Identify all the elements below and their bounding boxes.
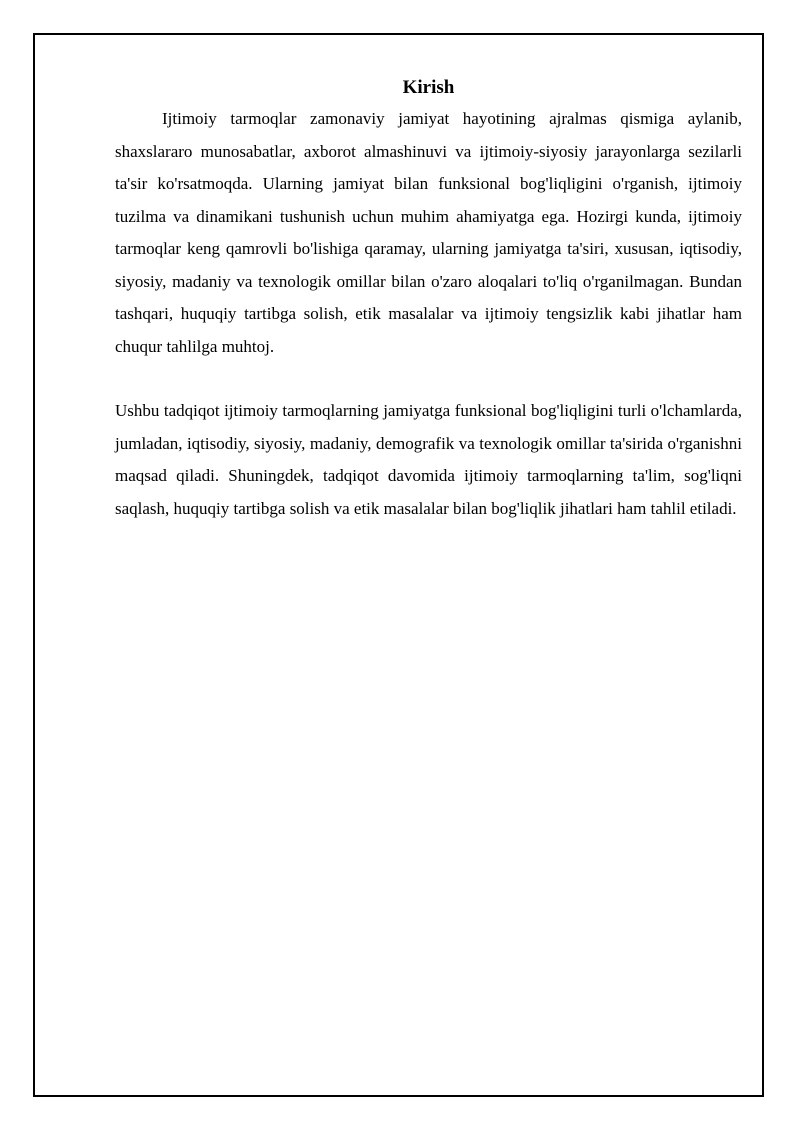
document-body	[115, 75, 742, 525]
paragraph-introduction: Ijtimoiy tarmoqlar zamonaviy jamiyat hayotining ajralmas qismiga aylanib, shaxslararo munosabatlar, axborot almashinuvi va ijtimoiy-siyosiy jarayonlarga sezilarli ta'sir ko'rsatmoqda. Ularning jamiyat bilan funksional bog'liqligini o'rganish, ijtimoiy tuzilma va dinamikani tushunish uchun muhim ahamiyatga ega. Hozirgi kunda, ijtimoiy tarmoqlar keng qamrovli bo'lishiga qaramay, ularning jamiyatga ta'siri, xususan, iqtisodiy, siyosiy, madaniy va texnologik omillar bilan o'zaro aloqalari to'liq o'rganilmagan. Bundan tashqari, huquqiy tartibga solish, etik masalalar va ijtimoiy tengsizlik kabi jihatlar ham chuqur tahlilga muhtoj.	[115, 109, 742, 356]
paragraph-research-aim: Ushbu tadqiqot ijtimoiy tarmoqlarning jamiyatga funksional bog'liqligini turli o'lchamlarda, jumladan, iqtisodiy, siyosiy, madaniy, demografik va texnologik omillar ta'sirida o'rganishni maqsad qiladi. Shuningdek, tadqiqot davomida ijtimoiy tarmoqlarning ta'lim, sog'liqni saqlash, huquqiy tartibga solish va etik masalalar bilan bog'liqlik jihatlari ham tahlil etiladi.	[115, 401, 742, 518]
page-title: Kirish	[402, 77, 455, 98]
